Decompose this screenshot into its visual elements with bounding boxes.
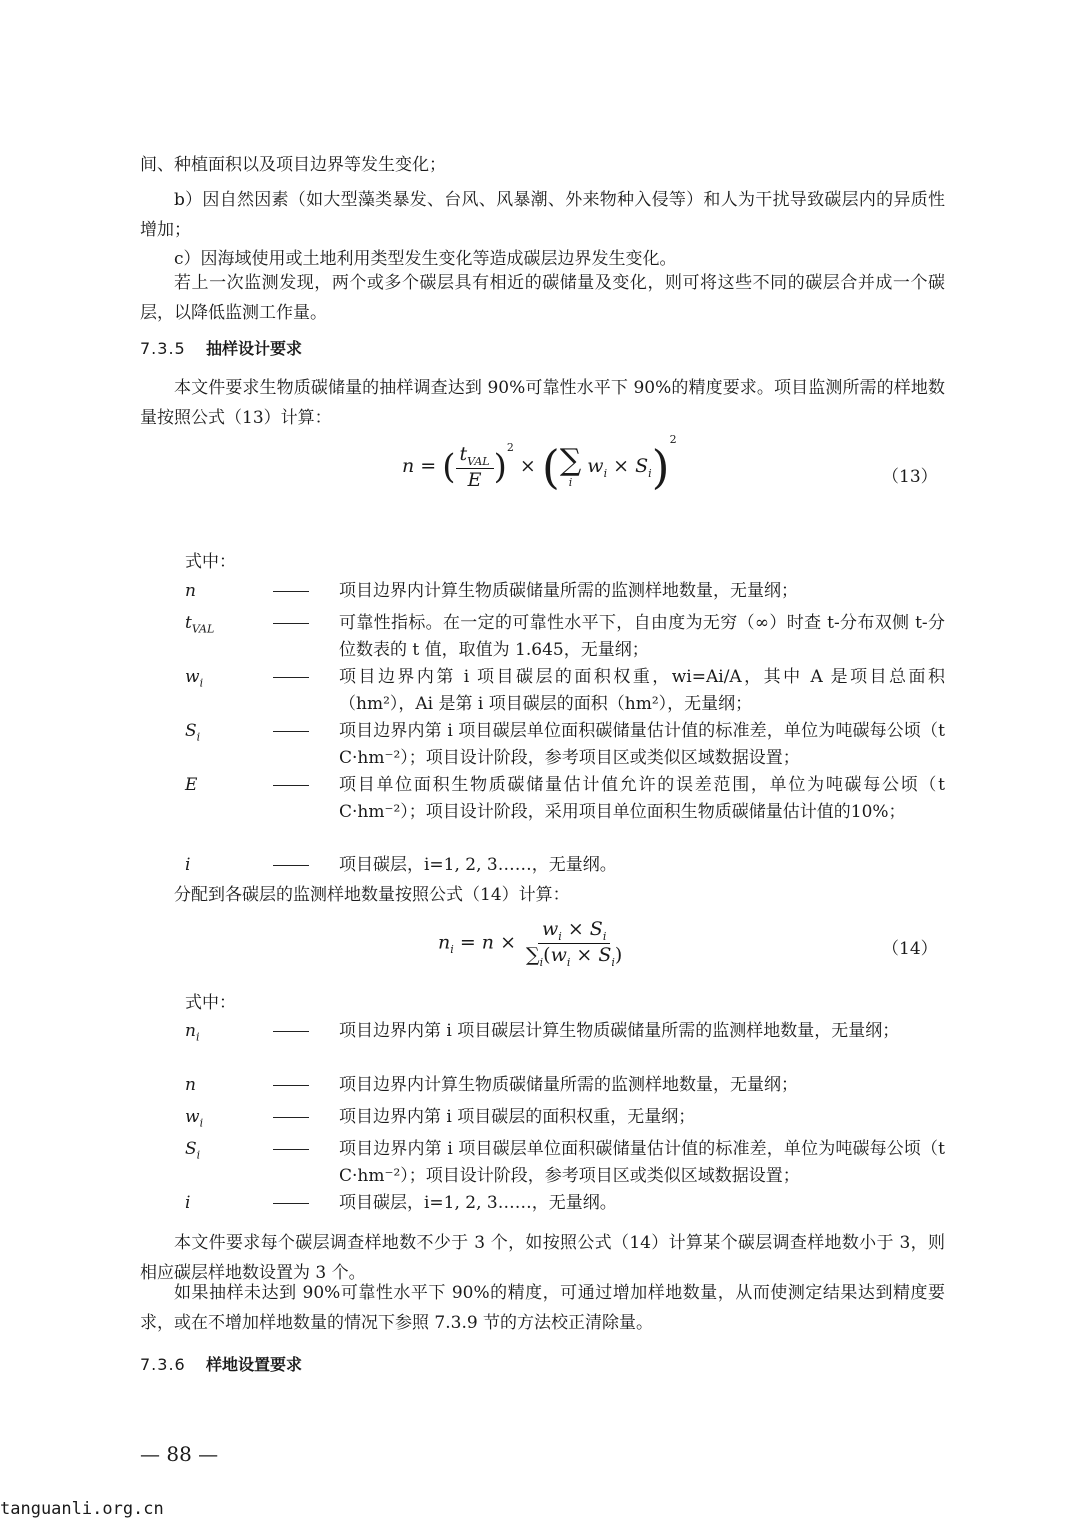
definition-row <box>185 1104 945 1134</box>
definition-text: 项目单位面积生物质碳储量估计值允许的误差范围，单位为吨碳每公顷（t C·hm⁻²）；项目设计阶段，采用项目单位面积生物质碳储量估计值的10%； <box>339 775 945 822</box>
definition-list-14 <box>185 1018 945 1220</box>
definition-row <box>185 772 945 850</box>
definition-symbol: E <box>185 775 198 795</box>
definition-dash <box>273 610 339 637</box>
list-item-b: b）因自然因素（如大型藻类暴发、台风、风暴潮、外来物种入侵等）和人为干扰导致碳层内的异质性增加； <box>140 190 945 240</box>
definition-list-13 <box>185 578 945 882</box>
section-heading-7-3-5 <box>140 336 302 359</box>
formula-13-number: （13） <box>882 467 938 487</box>
definition-row <box>185 664 945 716</box>
definition-row <box>185 1018 945 1070</box>
watermark-text: tanguanli.org.cn <box>0 1499 164 1519</box>
definition-text: 项目边界内第 i 项目碳层单位面积碳储量估计值的标准差，单位为吨碳每公顷（t C·hm⁻²）；项目设计阶段，参考项目区或类似区域数据设置； <box>339 1139 945 1186</box>
definition-dash <box>273 1136 339 1163</box>
definition-text: 项目边界内计算生物质碳储量所需的监测样地数量，无量纲； <box>339 581 798 601</box>
paragraph-precision: 如果抽样未达到 90%可靠性水平下 90%的精度，可通过增加样地数量，从而使测定结果达到精度要求，或在不增加样地数量的情况下参照 7.3.9 节的方法校正清除量。 <box>140 1283 945 1333</box>
definition-text: 项目碳层，i=1, 2, 3……，无量纲。 <box>339 855 617 875</box>
definition-text: 项目边界内计算生物质碳储量所需的监测样地数量，无量纲； <box>339 1075 798 1095</box>
definition-text: 项目碳层，i=1, 2, 3……，无量纲。 <box>339 1193 617 1213</box>
definition-symbol: $t_{VAL}$ <box>185 613 215 636</box>
where-label: 式中： <box>185 993 236 1013</box>
paragraph-continuation: 间、种植面积以及项目边界等发生变化； <box>140 155 446 175</box>
definition-symbol: i <box>185 1193 191 1213</box>
section-title: 抽样设计要求 <box>206 339 303 358</box>
where-label: 式中： <box>185 552 236 572</box>
definition-dash <box>273 772 339 799</box>
definition-symbol: $w_i$ <box>185 1107 204 1130</box>
section-title: 样地设置要求 <box>206 1355 303 1374</box>
paragraph-min-plots: 本文件要求每个碳层调查样地数不少于 3 个，如按照公式（14）计算某个碳层调查样地数小于 3，则相应碳层样地数设置为 3 个。 <box>140 1233 945 1283</box>
definition-text: 项目边界内第 i 项目碳层计算生物质碳储量所需的监测样地数量，无量纲； <box>339 1021 900 1041</box>
definition-symbol: $S_i$ <box>185 1139 201 1162</box>
definition-row <box>185 610 945 662</box>
definition-text: 项目边界内第 i 项目碳层的面积权重，wi=Ai/A，其中 A 是项目总面积（hm²），Ai 是第 i 项目碳层的面积（hm²），无量纲； <box>339 667 945 714</box>
formula-13: n = ( $\frac{t_{VAL}}{E}$ )$^2$ × ( ∑ i $w_i \times S_i)^2$ <box>402 432 677 494</box>
definition-symbol: $S_i$ <box>185 721 201 744</box>
definition-symbol: n <box>185 1075 196 1095</box>
definition-dash <box>273 1072 339 1099</box>
definition-row <box>185 1072 945 1102</box>
definition-dash <box>273 578 339 605</box>
paragraph-sampling-requirement: 本文件要求生物质碳储量的抽样调查达到 90%可靠性水平下 90%的精度要求。项目监测所需的样地数量按照公式（13）计算： <box>140 378 945 428</box>
definition-row <box>185 852 945 882</box>
formula-14-number: （14） <box>882 939 938 959</box>
section-number: 7.3.5 <box>140 339 186 358</box>
definition-text: 项目边界内第 i 项目碳层单位面积碳储量估计值的标准差，单位为吨碳每公顷（t C·hm⁻²）；项目设计阶段，参考项目区或类似区域数据设置； <box>339 721 945 768</box>
section-number: 7.3.6 <box>140 1355 186 1374</box>
definition-symbol: i <box>185 855 191 875</box>
definition-text: 可靠性指标。在一定的可靠性水平下，自由度为无穷（∞）时查 t-分布双侧 t-分位数表的 t 值，取值为 1.645，无量纲； <box>339 613 945 660</box>
definition-text: 项目边界内第 i 项目碳层的面积权重，无量纲； <box>339 1107 696 1127</box>
definition-symbol: $n_i$ <box>185 1021 200 1044</box>
definition-symbol: $w_i$ <box>185 667 204 690</box>
definition-dash <box>273 1190 339 1217</box>
definition-dash <box>273 1104 339 1131</box>
paragraph-allocation: 分配到各碳层的监测样地数量按照公式（14）计算： <box>174 885 570 905</box>
definition-dash <box>273 718 339 745</box>
definition-dash <box>273 852 339 879</box>
paragraph-merge-strata: 若上一次监测发现，两个或多个碳层具有相近的碳储量及变化，则可将这些不同的碳层合并成一个碳层，以降低监测工作量。 <box>140 273 945 323</box>
page-number: — 88 — <box>140 1442 219 1466</box>
definition-symbol: n <box>185 581 196 601</box>
definition-row <box>185 1136 945 1188</box>
section-heading-7-3-6 <box>140 1352 302 1375</box>
definition-row <box>185 718 945 770</box>
definition-row <box>185 578 945 608</box>
definition-dash <box>273 664 339 691</box>
list-item-c: c）因海域使用或土地利用类型发生变化等造成碳层边界发生变化。 <box>174 249 677 269</box>
definition-dash <box>273 1018 339 1045</box>
definition-row <box>185 1190 945 1220</box>
formula-14: $n_i = n$ × $\frac{w_i \times S_i}{\sum_i(w_i \times S_i)}$ <box>438 918 623 969</box>
